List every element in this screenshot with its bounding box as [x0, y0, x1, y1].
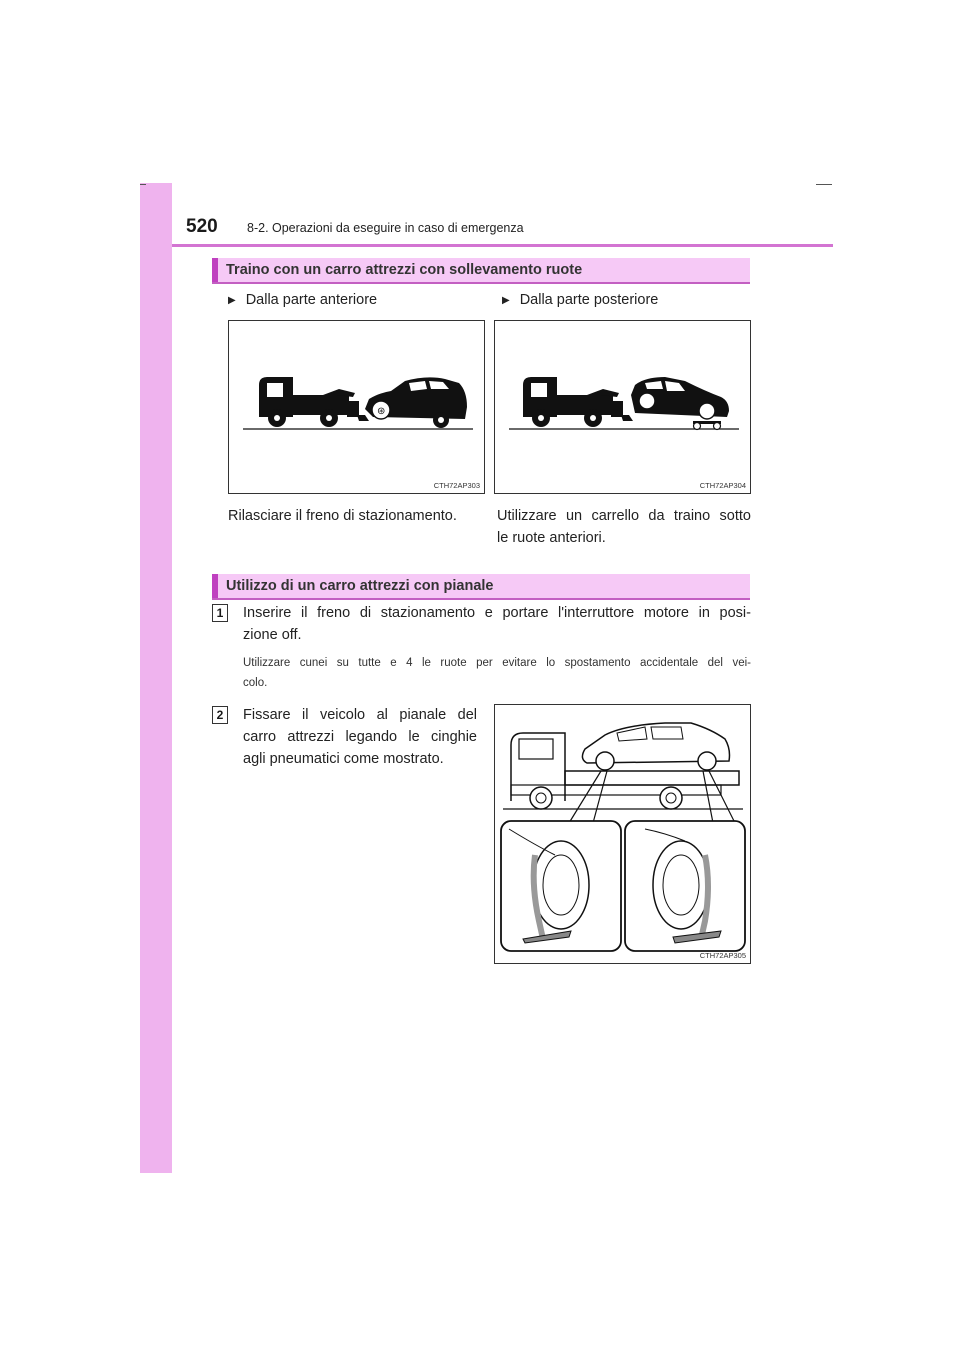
tow-truck-front-illustration: [229, 321, 484, 493]
section-heading-flatbed: [212, 574, 750, 600]
front-label: ▶ Dalla parte anteriore: [228, 292, 378, 308]
svg-text:⊛: ⊛: [377, 406, 386, 417]
front-caption: Rilasciare il freno di stazionamento.: [228, 508, 457, 524]
step-number-2: 2: [212, 706, 228, 724]
section-title: Traino con un carro attrezzi con sollevamento ruote: [226, 262, 583, 278]
triangle-bullet-icon: ▶: [502, 295, 510, 306]
page-number: 520: [186, 216, 218, 237]
figure-code: CTH72AP305: [699, 951, 746, 960]
rear-label: ▶ Dalla parte posteriore: [502, 292, 659, 308]
step-2-line-1: Fissare il veicolo al pianale del: [243, 707, 477, 723]
step-2-line-3: agli pneumatici come mostrato.: [243, 751, 444, 767]
step-2-line-2: carro attrezzi legando le cinghie: [243, 729, 477, 745]
figure-front-tow: [228, 320, 485, 494]
section-heading-wheel-lift: [212, 258, 750, 284]
triangle-bullet-icon: ▶: [228, 295, 236, 306]
side-tab-band: [140, 183, 172, 1173]
step-1-note: [243, 653, 751, 693]
section-title: Utilizzo di un carro attrezzi con pianale: [226, 578, 494, 594]
heading-accent-bar: [212, 258, 218, 282]
step-1-line-2: zione off.: [243, 627, 302, 643]
figure-code: CTH72AP303: [433, 481, 480, 490]
step-1-line-1: Inserire il freno di stazionamento e portare l'interruttore motore in posi-: [243, 605, 751, 621]
heading-accent-bar: [212, 574, 218, 598]
header-rule: [172, 244, 833, 247]
step-1-note-line-1: Utilizzare cunei su tutte e 4 le ruote per evitare lo spostamento accidentale del vei-: [243, 657, 751, 669]
step-2-text: [243, 704, 477, 770]
crop-mark-right: [816, 184, 832, 185]
figure-flatbed: [494, 704, 751, 964]
step-1-note-line-2: colo.: [243, 677, 268, 689]
rear-caption-line-1: Utilizzare un carrello da traino sotto: [497, 508, 751, 524]
chapter-title: 8-2. Operazioni da eseguire in caso di emergenza: [247, 221, 524, 235]
tow-truck-rear-illustration: [495, 321, 750, 493]
figure-code: CTH72AP304: [699, 481, 746, 490]
step-1-text: [243, 602, 751, 646]
rear-caption-line-2: le ruote anteriori.: [497, 530, 606, 546]
crop-mark-left: [140, 184, 146, 185]
rear-caption: [497, 505, 751, 549]
figure-rear-tow: [494, 320, 751, 494]
flatbed-truck-illustration: [495, 705, 750, 963]
step-number-1: 1: [212, 604, 228, 622]
